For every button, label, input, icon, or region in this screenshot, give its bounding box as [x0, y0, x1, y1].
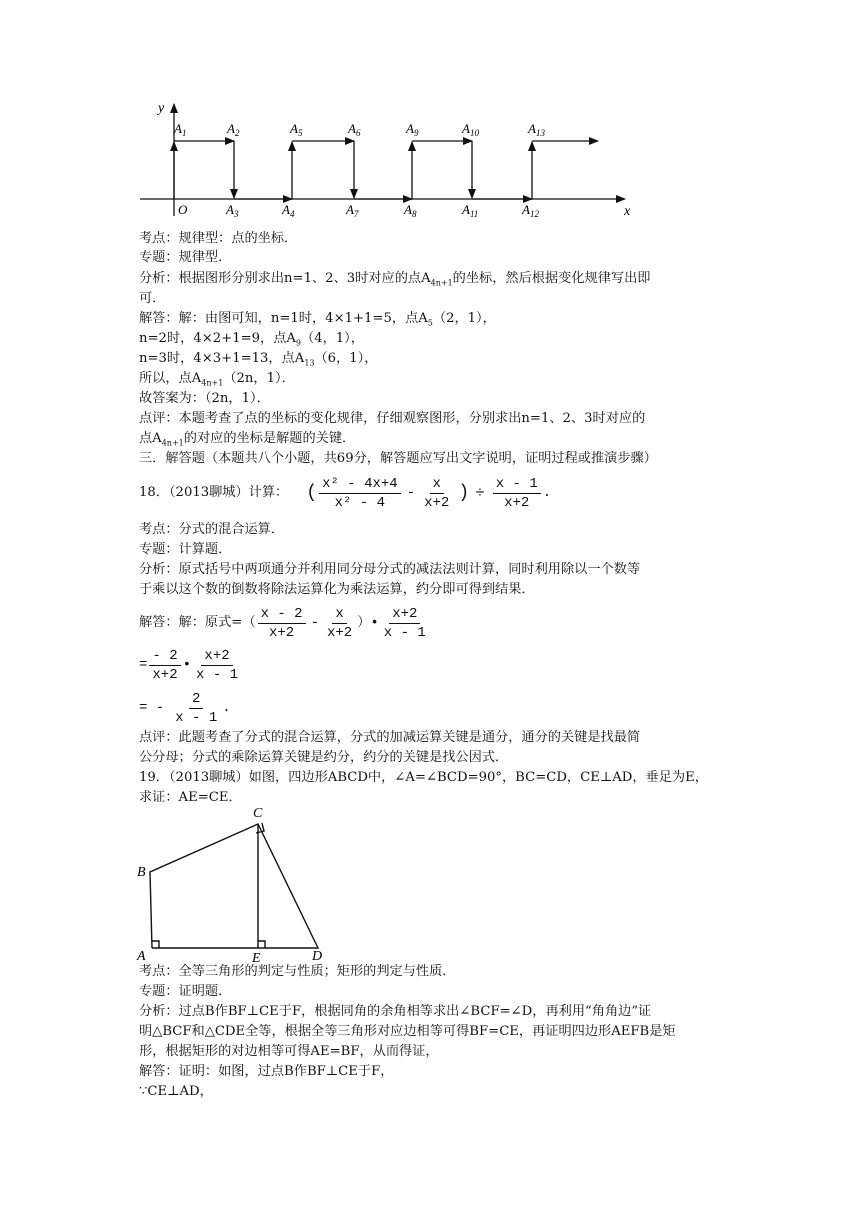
- quadrilateral-figure: [130, 802, 340, 964]
- vertex-label-a: A: [137, 949, 146, 964]
- q19-stem-line2: 求证：AE=CE．: [139, 790, 242, 805]
- point-label-a10: $A_{10}$: [462, 121, 479, 138]
- q18-dianping-line2: 公分母；分式的乘除运算关键是约分，约分的关键是找公因式．: [139, 750, 509, 765]
- point-label-a6: $A_6$: [348, 121, 361, 138]
- q17-jieda-line3: n=3时，4×3+1=13，点$A_{13}(6$，1），: [139, 351, 378, 368]
- q18-solution-step3: = - $\frac{2}{x - 1}$ .: [139, 690, 231, 726]
- q19-stem-line1: 19．（2013聊城）如图，四边形ABCD中，∠A=∠BCD=90°，BC=CD，CE⊥AD，垂足为E，: [139, 770, 708, 785]
- q19-fenxi-line2: 明△BCF和△CDE全等，根据全等三角形对应边相等可得BF=CE，再证明四边形AEFB是矩: [139, 1024, 676, 1039]
- q18-stem: 18．（2013聊城）计算： ( $\frac{\text{x² - 4x+4}}{\text{x² - 4}}$ - $\frac{x}{x+2}$ ) ÷ $\frac{x - 1}{x+2}$ .: [139, 475, 552, 511]
- q18-fraction-1: $\frac{\text{x² - 4x+4}}{\text{x² - 4}}$: [319, 476, 401, 511]
- q19-jieda-line1: 解答：证明：如图，过点B作BF⊥CE于F，: [139, 1064, 394, 1079]
- q17-fenxi-line2: 可．: [139, 291, 166, 306]
- q19-fenxi-line1: 分析：过点B作BF⊥CE于F，根据同角的余角相等求出∠BCF=∠D，再利用“角角边”证: [139, 1004, 652, 1019]
- q18-solution-step1: 解答：解：原式=（ $\frac{x - 2}{x+2}$ - $\frac{x}{x+2}$ ） • $\frac{x+2}{x - 1}$: [139, 603, 431, 643]
- q17-kaodian: 考点：规律型：点的坐标．: [139, 231, 298, 246]
- q18-solution-step2: = $\frac{- 2}{x+2}$ • $\frac{x+2}{x - 1}$: [139, 645, 243, 685]
- point-label-a1: $A_1$: [174, 121, 187, 138]
- q17-dianping-line2: 点$A_{4n+1}$的对应的坐标是解题的关键．: [139, 431, 356, 448]
- vertex-label-e: E: [252, 951, 261, 964]
- q18-step1-fraction-2: $\frac{x}{x+2}$: [326, 605, 353, 641]
- point-label-a4: $A_4$: [282, 202, 295, 219]
- origin-label: O: [178, 202, 188, 217]
- axis-label-y: y: [158, 101, 165, 116]
- point-label-a13: $A_{13}$: [528, 121, 545, 138]
- q19-kaodian: 考点：全等三角形的判定与性质；矩形的判定与性质．: [139, 964, 456, 979]
- q17-zhuanti: 专题：规律型．: [139, 250, 232, 265]
- section-heading: 三．解答题（本题共八个小题，共69分，解答题应写出文字说明，证明过程或推演步骤）: [139, 451, 657, 466]
- q18-fenxi-line2: 于乘以这个数的倒数将除法运算化为乘法运算，约分即可得到结果．: [139, 582, 535, 597]
- axis-label-x: x: [624, 204, 631, 219]
- q18-kaodian: 考点：分式的混合运算．: [139, 522, 285, 537]
- q18-fenxi-line1: 分析：原式括号中两项通分并利用同分母分式的减法法则计算，同时利用除以一个数等: [139, 562, 641, 577]
- point-label-a8: $A_8$: [404, 202, 417, 219]
- q19-fenxi-line3: 形，根据矩形的对边相等可得AE=BF，从而得证，: [139, 1044, 439, 1059]
- q18-step2-fraction-1: $\frac{- 2}{x+2}$: [149, 648, 180, 683]
- q18-step1-fraction-3: $\frac{x+2}{x - 1}$: [383, 605, 426, 641]
- q18-zhuanti: 专题：计算题．: [139, 542, 232, 557]
- q18-fraction-2: $\frac{x}{x+2}$: [424, 475, 450, 511]
- point-label-a5: $A_5$: [290, 121, 303, 138]
- q18-fraction-3: $\frac{x - 1}{x+2}$: [493, 476, 541, 511]
- q18-step1-fraction-1: $\frac{x - 2}{x+2}$: [258, 606, 306, 641]
- point-label-a3: $A_3$: [226, 202, 239, 219]
- q17-jieda-line4: 所以，点$A_{4n+1}(2n$，1）．: [139, 371, 295, 388]
- q17-jieda-line1: 解答：解：由图可知，n=1时，4×1+1=5，点$A_5(2$，1），: [139, 311, 496, 328]
- point-label-a2: $A_2$: [227, 121, 240, 138]
- q17-answer: 故答案为：（2n，1）．: [139, 391, 270, 406]
- point-label-a12: $A_{12}$: [522, 202, 539, 219]
- point-label-a11: $A_{11}$: [462, 202, 479, 219]
- vertex-label-b: B: [137, 865, 146, 880]
- vertex-label-d: D: [312, 949, 323, 964]
- q18-step3-fraction: $\frac{2}{x - 1}$: [175, 690, 218, 726]
- vertex-label-c: C: [253, 806, 263, 821]
- point-label-a7: $A_7$: [346, 202, 359, 219]
- q18-step2-fraction-2: $\frac{x+2}{x - 1}$: [196, 647, 239, 683]
- coordinate-pattern-figure: [130, 96, 650, 226]
- q17-dianping-line1: 点评：本题考查了点的坐标的变化规律，仔细观察图形，分别求出n=1、2、3时对应的: [139, 411, 646, 426]
- q19-jieda-line2: ∵CE⊥AD，: [139, 1084, 213, 1099]
- q19-zhuanti: 专题：证明题．: [139, 984, 232, 999]
- q17-jieda-line2: n=2时，4×2+1=9，点$A_9(4$，1），: [139, 331, 364, 348]
- q17-fenxi-line1: 分析：根据图形分别求出n=1、2、3时对应的点$A_{4n+1}$的坐标，然后根据变化规律写出即: [139, 271, 651, 288]
- point-label-a9: $A_9$: [406, 121, 419, 138]
- q18-dianping-line1: 点评：此题考查了分式的混合运算，分式的加减运算关键是通分，通分的关键是找最简: [139, 730, 641, 745]
